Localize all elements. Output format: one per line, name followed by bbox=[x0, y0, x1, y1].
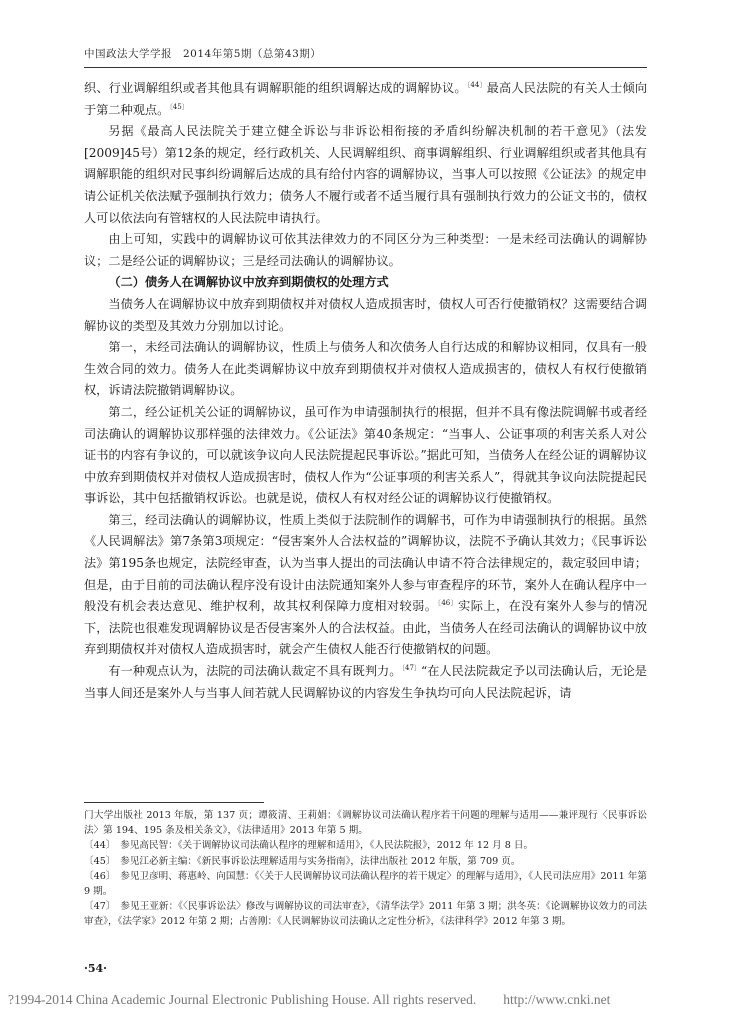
footnote: 〔47〕 参见王亚新：《〈民事诉讼法〉修改与调解协议的司法审查》，《清华法学》2011 年第 3 期；洪冬英：《论调解协议效力的司法审查》，《法学家》2012 年第 2 期；占善刚：《人民调解协议司法确认之定性分析》，《法律科学》2012 年第 3 期。 bbox=[84, 901, 647, 928]
footnote-ref[interactable]: 〔44〕 bbox=[466, 80, 487, 89]
paragraph: 另据《最高人民法院关于建立健全诉讼与非诉讼相衔接的矛盾纠纷解决机制的若干意见》（法发[2009]45号）第12条的规定，经行政机关、人民调解组织、商事调解组织、行业调解组织或者其他具有调解职能的组织对民事纠纷调解后达成的具有给付内容的调解协议，当事人可以按照《公证法》的规定申请公证机关依法赋予强制执行效力；债务人不履行或者不适当履行具有强制执行效力的公证文书的，债权人可以依法向有管辖权的人民法院申请执行。 bbox=[84, 124, 647, 225]
header-rule bbox=[84, 67, 647, 68]
section-heading: （二）债务人在调解协议中放弃到期债权的处理方式 bbox=[108, 275, 389, 290]
paragraph: 由上可知，实践中的调解协议可依其法律效力的不同区分为三种类型：一是未经司法确认的调解协议；二是经公证的调解协议；三是经司法确认的调解协议。 bbox=[84, 232, 647, 268]
footnote: 〔46〕 参见卫彦明、蒋惠岭、向国慧：《〈关于人民调解协议司法确认程序的若干规定〉的理解与适用》，《人民司法应用》2011 年第 9 期。 bbox=[84, 870, 647, 898]
paragraph: 第一，未经司法确认的调解协议，性质上与债务人和次债务人自行达成的和解协议相同，仅具有一般生效合同的效力。债务人在此类调解协议中放弃到期债权并对债权人造成损害的，债权人有权行使撤销权，诉请法院撤销调解协议。 bbox=[84, 340, 647, 398]
footnote-ref[interactable]: 〔47〕 bbox=[401, 663, 421, 672]
footnote: 〔44〕 参见高民智：《关于调解协议司法确认程序的理解和适用》，《人民法院报》，2012 年 12 月 8 日。 bbox=[84, 840, 534, 852]
copyright-watermark: ?1994-2014 China Academic Journal Electronic Publishing House. All rights reserved. http://www.cnki.net bbox=[8, 992, 611, 1007]
footnote-ref[interactable]: 〔46〕 bbox=[437, 599, 459, 608]
footnote: 〔45〕 参见江必新主编：《新民事诉讼法理解适用与实务指南》，法律出版社 2012 年版，第 709 页。 bbox=[84, 855, 521, 867]
footnote: 门大学出版社 2013 年版，第 137 页；谭筱清、王莉娟：《调解协议司法确认程序若干问题的理解与适用——兼评现行〈民事诉讼法〉第 194、195 条及相关条文》，《法律适用》2013 年第 5 期。 bbox=[84, 810, 647, 837]
running-header: 中国政法大学学报 2014年第5期（总第43期） bbox=[84, 48, 322, 60]
footnotes bbox=[84, 808, 647, 930]
page-number: ·54· bbox=[84, 962, 107, 975]
article-body bbox=[84, 78, 647, 704]
footnote-rule bbox=[84, 802, 264, 803]
paragraph: 第三，经司法确认的调解协议，性质上类似于法院制作的调解书，可作为申请强制执行的根据。虽然《人民调解法》第7条第3项规定：“侵害案外人合法权益的”调解协议，法院不予确认其效力；《民事诉讼法》第195条也规定，法院经审查，认为当事人提出的司法确认申请不符合法律规定的，裁定驳回申请；但是，由于目前的司法确认程序没有设计由法院通知案外人参与审查程序的环节，案外人在确认程序中一般没有机会表达意见、维护权利，故其权利保障力度相对较弱。$^{〔46〕}$实际上，在没有案外人参与的情况下，法院也很难发现调解协议是否侵害案外人的合法权益。由此，当债务人在经司法确认的调解协议中放弃到期债权并对债权人造成损害时，就会产生债权人能否行使撤销权的问题。 bbox=[84, 512, 648, 657]
paragraph: 织、行业调解组织或者其他具有调解职能的组织调解达成的调解协议。$^{〔44〕}$最高人民法院的有关人士倾向于第二种观点。$^{〔45〕}$ bbox=[84, 80, 648, 117]
footnote-ref[interactable]: 〔45〕 bbox=[169, 102, 189, 111]
paragraph: 有一种观点认为，法院的司法确认裁定不具有既判力。$^{〔47〕}$“在人民法院裁定予以司法确认后，无论是当事人间还是案外人与当事人间若就人民调解协议的内容发生争执均可向人民法院起诉，请 bbox=[84, 663, 647, 700]
paragraph: 当债务人在调解协议中放弃到期债权并对债权人造成损害时，债权人可否行使撤销权？这需要结合调解协议的类型及其效力分别加以讨论。 bbox=[84, 296, 647, 333]
paragraph: 第二，经公证机关公证的调解协议，虽可作为申请强制执行的根据，但并不具有像法院调解书或者经司法确认的调解协议那样强的法律效力。《公证法》第40条规定：“当事人、公证事项的利害关系人对公证书的内容有争议的，可以就该争议向人民法院提起民事诉讼。”据此可知，当债务人在经公证的调解协议中放弃到期债权并对债权人造成损害时，债权人作为“公证事项的利害关系人”，得就其争议向法院提起民事诉讼，其中包括撤销权诉讼。也就是说，债权人有权对经公证的调解协议行使撤销权。 bbox=[84, 404, 647, 506]
